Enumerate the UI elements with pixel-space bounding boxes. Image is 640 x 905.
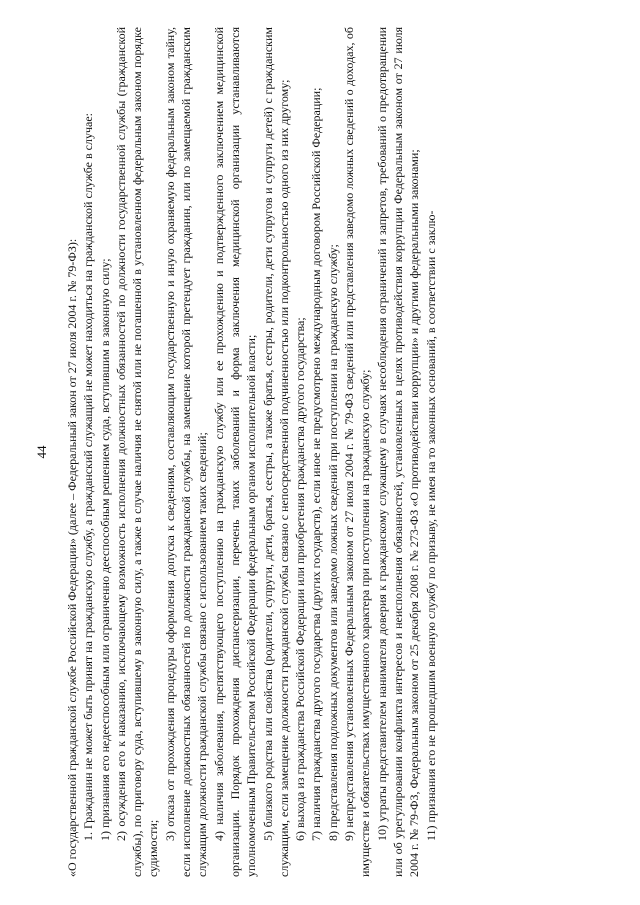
paragraph-item: 1. Гражданин не может быть принят на гражданскую службу, а гражданский служащий не может находиться на гражданской службе в случае: (81, 112, 96, 841)
rotated-content (34, 27, 606, 877)
paragraph-item: 6) выхода из гражданства Российской Федерации или приобретения гражданства другого государства; (293, 317, 308, 841)
paragraph-item: 10) утраты представителем нанимателя доверия к гражданскому служащему в случаях несоблюдения ограничений и запретов, требований о предотвращении или об урегулировании конфликта интересов и неисполнения обязанностей, установленных в целях противодействия коррупции Федеральным законом от 27 июля 2004 г. № 79-ФЗ, Федеральным законом от 25 декабря 2008 г. № 273-ФЗ «О противодействии коррупции» и другими федеральными законами; (374, 27, 422, 877)
paragraph-item: 5) близкого родства или свойства (родители, супруги, дети, братья, сестры, а также братья, сестры, родители, дети супругов и супруги детей) с гражданским служащим, если замещение должности гражданской службы связано с непосредственной подчиненностью или подконтрольностью одного из них другому; (260, 27, 291, 877)
paragraph-item: 1) признания его недееспособным или ограниченно дееспособным решением суда, вступившим в законную силу; (97, 258, 112, 841)
paragraph-item: 3) отказа от прохождения процедуры оформления допуска к сведениям, составляющим государственную и иную охраняемую федеральным законом тайну, если исполнение должностных обязанностей по должности гражданской службы, на замещение которой претендует гражданин, или по замещаемой гражданским служащим должности гражданской службы связано с использованием таких сведений; (162, 27, 210, 877)
paragraph-item: 8) представления подложных документов или заведомо ложных сведений при поступлении на гражданскую службу; (325, 244, 340, 841)
paragraph-item: 7) наличия гражданства другого государства (других государств), если иное не предусмотрено международным договором Российской Федерации; (309, 87, 324, 841)
page-number: 44 (34, 445, 49, 459)
paragraph-item: 11) признания его не прошедшим военную службу по призыву, не имея на то законных оснований, в соответствии с заклю- (423, 210, 438, 841)
paragraph-item: 2) осуждения его к наказанию, исключающему возможность исполнения должностных обязанностей по должности государственной службы (гражданской службы), по приговору суда, вступившему в законную силу, а также в случае наличия не снятой или не погашенной в установленном федеральным законом порядке судимости; (113, 27, 161, 877)
paragraph-item: 9) непредставления установленных Федеральным законом от 27 июля 2004 г. № 79-ФЗ сведений или представления заведомо ложных сведений о доходах, об имуществе и обязательствах имущественного характера при поступлении на гражданскую службу; (342, 27, 373, 877)
body-text (64, 27, 439, 877)
paragraph-item: 4) наличия заболевания, препятствующего поступлению на гражданскую службу или ее прохождению и подтвержденного заключением медицинской организации. Порядок прохождения диспансеризации, перечень таких заболеваний и форма заключения медицинской организации устанавливаются уполномоченным Правительством Российской Федерации федеральным органом исполнительной власти; (211, 27, 259, 877)
paragraph-intro: «О государственной гражданской службе Российской Федерации» (далее – Федеральный закон от 27 июля 2004 г. № 79-ФЗ): (65, 238, 79, 877)
